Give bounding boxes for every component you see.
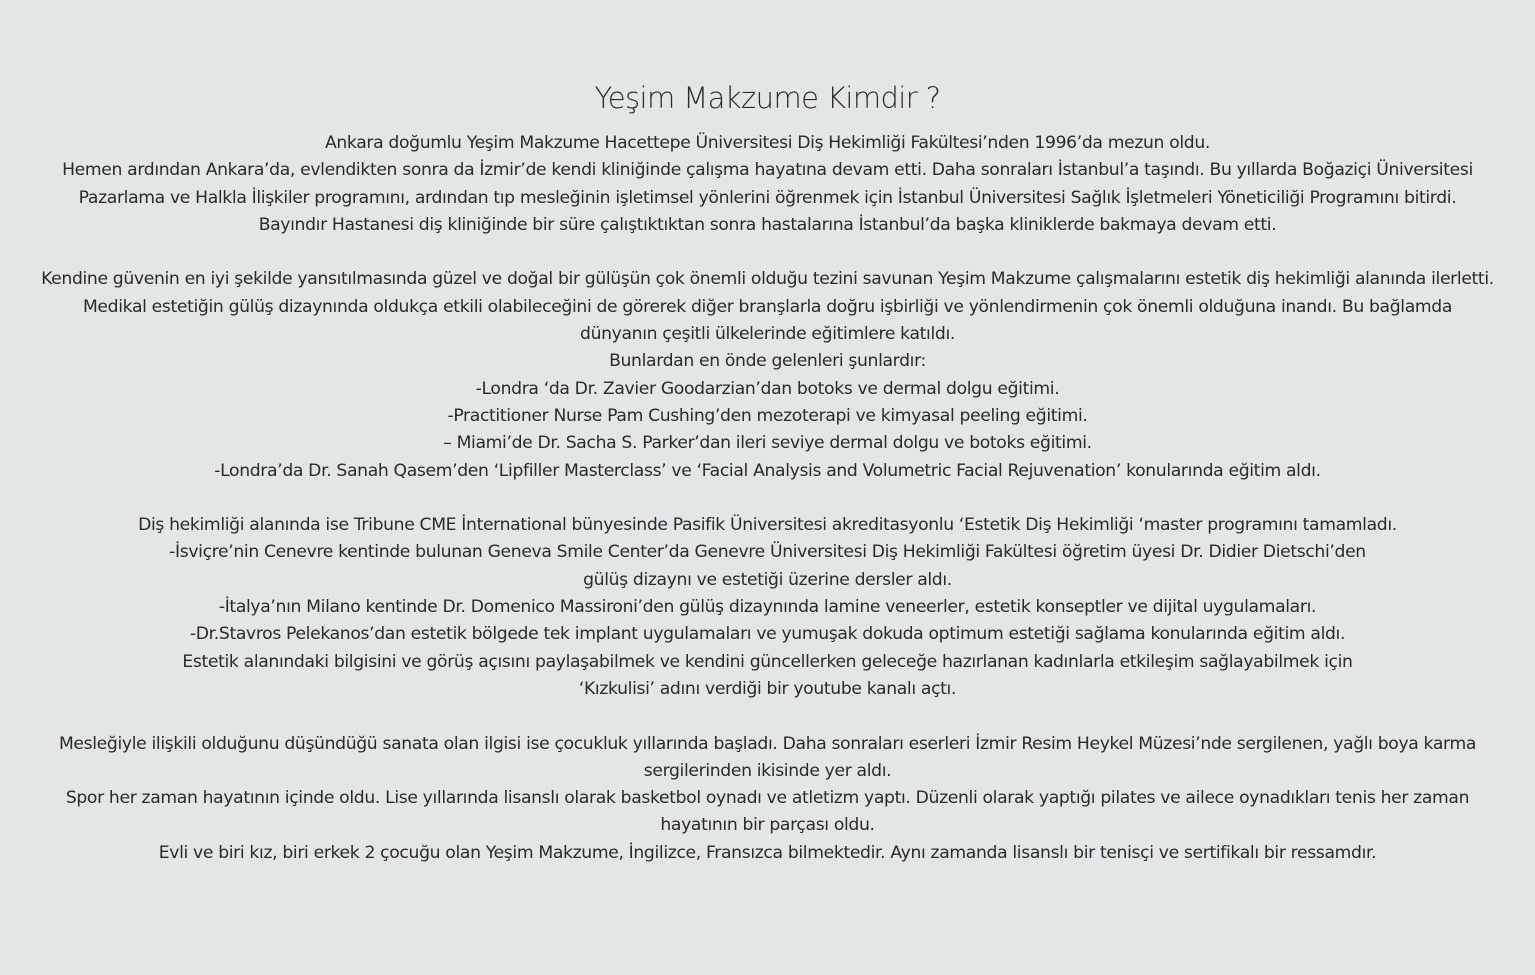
text-line: sergilerinden ikisinde yer aldı. <box>643 760 892 781</box>
text-line: Bunlardan en önde gelenleri şunlardır: <box>609 351 926 372</box>
text-line: Hemen ardından Ankara’da, evlendikten sonra da İzmir’de kendi kliniğinde çalışma hayatına devam etti. Daha sonraları İstanbul’a taşındı. Bu yıllarda Boğaziçi Üniversitesi <box>62 160 1473 181</box>
text-line: dünyanın çeşitli ülkelerinde eğitimlere katıldı. <box>580 324 955 345</box>
text-line: gülüş dizaynı ve estetiği üzerine dersler aldı. <box>583 569 952 590</box>
paragraph-gap <box>0 703 1535 730</box>
text-line: Evli ve biri kız, biri erkek 2 çocuğu olan Yeşim Makzume, İngilizce, Fransızca bilmektedir. Aynı zamanda lisanslı bir tenisçi ve sertifikalı bir ressamdır. <box>158 842 1377 863</box>
paragraph-gap <box>0 239 1535 266</box>
page-title: Yeşim Makzume Kimdir ? <box>594 81 941 115</box>
biography-content <box>0 130 1535 867</box>
text-line: -Londra ‘da Dr. Zavier Goodarzian’dan botoks ve dermal dolgu eğitimi. <box>475 378 1060 399</box>
text-line: Pazarlama ve Halkla İlişkiler programını, ardından tıp mesleğinin işletimsel yönlerini öğrenmek için İstanbul Üniversitesi Sağlık İşletmeleri Yöneticiliği Programını bitirdi. <box>78 187 1457 208</box>
text-line: -İsviçre’nin Cenevre kentinde bulunan Geneva Smile Center’da Genevre Üniversitesi Diş Hekimliği Fakültesi öğretim üyesi Dr. Didier Dietschi’den <box>169 542 1366 563</box>
text-line: Estetik alanındaki bilgisini ve görüş açısını paylaşabilmek ve kendini güncellerken geleceğe hazırlanan kadınlarla etkileşim sağlayabilmek için <box>182 651 1353 672</box>
text-line: Spor her zaman hayatının içinde oldu. Lise yıllarında lisanslı olarak basketbol oynadı ve atletizm yaptı. Düzenli olarak yaptığı pilates ve ailece oynadıkları tenis her zaman <box>65 788 1470 809</box>
paragraph-dentistry <box>0 512 1535 703</box>
text-line: -Practitioner Nurse Pam Cushing’den mezoterapi ve kimyasal peeling eğitimi. <box>447 405 1088 426</box>
text-line: ‘Kızkulisi’ adını verdiği bir youtube kanalı açtı. <box>578 678 957 699</box>
paragraph-personal <box>0 731 1535 867</box>
text-line: hayatının bir parçası oldu. <box>660 815 875 836</box>
text-line: Diş hekimliği alanında ise Tribune CME İnternational bünyesinde Pasifik Üniversitesi akreditasyonlu ‘Estetik Diş Hekimliği ‘master programını tamamladı. <box>138 515 1397 536</box>
paragraph-medical-aesthetics <box>0 266 1535 484</box>
text-line: -Dr.Stavros Pelekanos’dan estetik bölgede tek implant uygulamaları ve yumuşak dokuda optimum estetiği sağlama konularında eğitim aldı. <box>189 624 1346 645</box>
text-line: – Miami’de Dr. Sacha S. Parker’dan ileri seviye dermal dolgu ve botoks eğitimi. <box>443 433 1092 454</box>
text-line: Kendine güvenin en iyi şekilde yansıtılmasında güzel ve doğal bir gülüşün çok önemli olduğu tezini savunan Yeşim Makzume çalışmalarını estetik diş hekimliği alanında ilerletti. <box>41 269 1494 290</box>
text-line: Bayındır Hastanesi diş kliniğinde bir süre çalıştıktıktan sonra hastalarına İstanbul’da başka kliniklerde bakmaya devam etti. <box>258 214 1277 235</box>
paragraph-gap <box>0 485 1535 512</box>
text-line: Medikal estetiğin gülüş dizaynında oldukça etkili olabileceğini de görerek diğer branşlarla doğru işbirliği ve yönlendirmenin çok önemli olduğuna inandı. Bu bağlamda <box>82 296 1453 317</box>
text-line: -Londra’da Dr. Sanah Qasem’den ‘Lipfiller Masterclass’ ve ‘Facial Analysis and Volumetric Facial Rejuvenation’ konularında eğitim aldı. <box>214 460 1321 481</box>
text-line: Mesleğiyle ilişkili olduğunu düşündüğü sanata olan ilgisi ise çocukluk yıllarında başladı. Daha sonraları eserleri İzmir Resim Heykel Müzesi’nde sergilenen, yağlı boya karma <box>58 733 1477 754</box>
text-line: Ankara doğumlu Yeşim Makzume Hacettepe Üniversitesi Diş Hekimliği Fakültesi’nden 1996’da mezun oldu. <box>324 133 1211 153</box>
text-line: -İtalya’nın Milano kentinde Dr. Domenico Massironi’den gülüş dizaynında lamine veneerler, estetik konseptler ve dijital uygulamaları. <box>218 597 1317 618</box>
paragraph-education <box>0 130 1535 239</box>
